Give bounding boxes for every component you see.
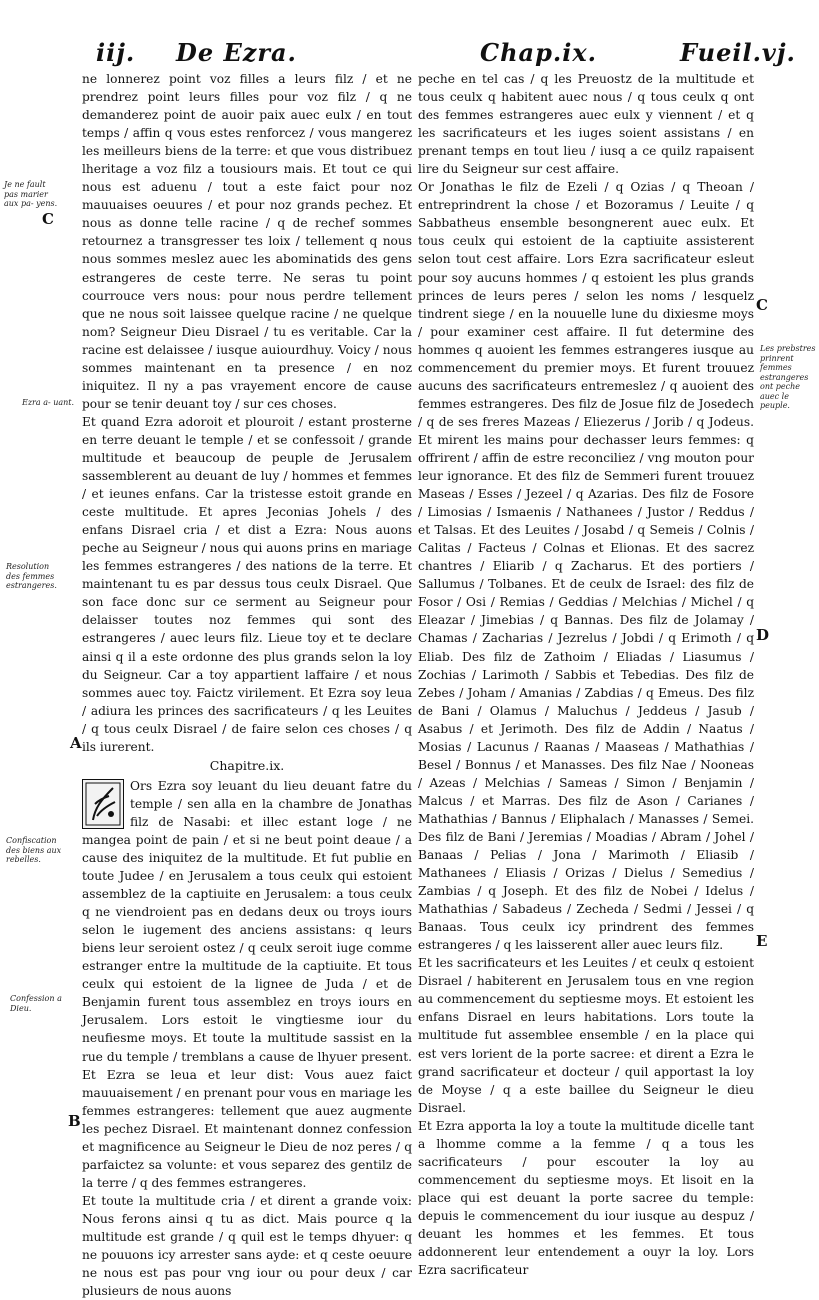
page-mark: iij.: [96, 38, 136, 67]
margin-note: Confiscation des biens aux rebelles.: [6, 836, 62, 864]
margin-note: Je ne fault pas marier aux pa- yens.: [4, 180, 58, 208]
section-letter: B: [68, 1112, 81, 1130]
margin-note: Resolution des femmes estrangeres.: [6, 562, 57, 590]
paragraph: Et quand Ezra adoroit et plouroit / estant prosterne en terre deuant le temple / et se confessoit / grande multitude et beaucoup de peuple de Jerusalem sassemblerent au deuant de luy / hommes et femmes / et ieunes enfans. Car la tristesse estoit grande en ceste multitude. Et apres Jeconias Johels / des enfans Disrael cria / et dist a Ezra: Nous auons peche au Seigneur / nous qui auons prins en mariage les femmes estrangeres / des nations de la terre. Et maintenant tu es par dessus tous ceulx Disrael. Que son face donc sur ce serment au Seigneur pour delaisser toutes noz femmes qui sont des estrangeres / auec leurs filz. Lieue toy et te declare ainsi q il a este ordonne des plus grands selon la loy du Seigneur. Car a toy appartient laffaire / et nous sommes auec toy. Faictz virilement. Et Ezra soy leua / adiura les princes des sacrificateurs / q les Leuites / q tous ceulx Disrael / de faire selon ces choses / q ils iurerent.: [82, 414, 412, 754]
section-letter: C: [756, 296, 768, 314]
paragraph: Et les sacrificateurs et les Leuites / et ceulx q estoient Disrael / habiterent en Jerusalem tous en vne region au commencement du septiesme moys. Et estoient les enfans Disrael en leurs habitations. Lors toute la multitude fut assemblee ensemble / en la place qui est vers lorient de la porte sacree: et dirent a Ezra le grand sacrificateur et docteur / quil apportast la loy de Moyse / q a este baillee du Seigneur le dieu Disrael.: [418, 956, 754, 1115]
folio-number: Fueil.vj.: [680, 38, 796, 67]
running-title: De Ezra.: [176, 38, 297, 67]
section-letter: E: [756, 932, 768, 950]
paragraph: Et toute la multitude cria / et dirent a grande voix: Nous ferons ainsi q tu as dict. Mais pource q la multitude est grande / q quil est le temps dhyuer: q ne pouuons icy arrester sans ayde: et q ceste oeuure ne nous est pas pour vng iour ou pour deux / car plusieurs de nous auons: [82, 1193, 412, 1299]
margin-note: Ezra a- uant.: [22, 398, 75, 407]
right-text-column: [418, 70, 754, 1279]
chapter-heading: Chap.ix.: [480, 38, 598, 67]
paragraph: ne lonnerez point voz filles a leurs filz / et ne prendrez point leurs filles pour voz filz / q ne demanderez point de auoir paix auec eulx / en tout temps / affin q vous estes renforcez / vous mangerez les meilleurs biens de la terre: et que vous distribuez lheritage a voz filz a tousiours mais. Et tout ce qui nous est aduenu / tout a este faict pour noz mauuaises oeuures / et pour noz grands pechez. Et nous as donne telle racine / q de rechef sommes retournez a transgresser tes loix / tellement q nous nous sommes meslez auec les abominatids des gens estrangeres de ceste terre. Ne seras tu point courrouce vers nous: pour nous perdre tellement que ne nous soit laissee quelque racine / ne quelque nom? Seigneur Dieu Disrael / tu es veritable. Car la racine est delaissee / iusque auiourdhuy. Voicy / nous sommes maintenant en ta presence / en noz iniquitez. Il ny a pas vrayement encore de cause pour se tenir deuant toy / sur ces choses.: [82, 72, 412, 411]
margin-note: Les prebstres prinrent femmes estrangeres ont peche auec le peuple.: [760, 344, 816, 410]
paragraph: Ors Ezra soy leuant du lieu deuant fatre du temple / sen alla en la chambre de Jonathas filz de Nasabi: et illec estant loge / ne mangea point de pain / et si ne beut point deaue / a cause des iniquitez de la multitude. Et fut publie en toute Judee / en Jerusalem a tous ceulx qui estoient assemblez de la captiuite en Jerusalem: a tous ceulx q ne viendroient pas en dedans deux ou troys iours selon le iugement des anciens assistans: q leurs biens leur seroient ostez / q ceulx seroit iuge comme estranger entre la multitude de la captiuite. Et tous ceulx qui estoient de la lignee de Juda / et de Benjamin furent tous assemblez en troys iours en Jerusalem. Lors estoit le vingtiesme iour du neufiesme moys. Et toute la multitude sassist en la rue du temple / tremblans a cause de lhyuer present. Et Ezra se leua et leur dist: Vous auez faict mauuaisement / en prenant pour vous en mariage les femmes estrangeres: tellement que auez augmente les pechez Disrael. Et maintenant donnez confession et magnificence au Seigneur le Dieu de noz peres / q parfaictez sa volunte: et vous separez des gentilz de la terre / q des femmes estrangeres.: [82, 778, 412, 1190]
margin-note: Confession a Dieu.: [10, 994, 62, 1013]
section-letter: D: [756, 626, 770, 644]
chapter-title: Chapitre.ix.: [209, 757, 285, 773]
paragraph: Or Jonathas le filz de Ezeli / q Ozias / q Theoan / entreprindrent la chose / et Bozoramus / Leuite / q Sabbatheus ensemble besongnerent auec eulx. Et tous ceulx qui estoient de la captiuite assisterent selon tout cest affaire. Lors Ezra sacrificateur esleut pour soy aucuns hommes / q estoient les plus grands princes de leurs peres / selon les noms / lesquelz tindrent siege / en la nouuelle lune du dixiesme moys / pour examiner cest affaire. Il fut determine des hommes q auoient les femmes estrangeres iusque au commencement du premier moys. Et furent trouuez aucuns des sacrificateurs entremeslez / q auoient des femmes estrangeres. Des filz de Josue filz de Josedech / q de ses freres Mazeas / Eliezerus / Jorib / q Jodeus. Et mirent les mains pour dechasser leurs femmes: q offrirent / affin de estre reconciliez / vng mouton pour leur ignorance. Et des filz de Semmeri furent trouuez Maseas / Esses / Jezeel / q Azarias. Des filz de Fosore / Limosias / Ismaenis / Nathanees / Justor / Reddus / et Talsas. Et des Leuites / Josabd / q Semeis / Colnis / Calitas / Facteus / Colnas et Elionas. Et des sacrez chantres / Eliarib / q Zacharus. Et des portiers / Sallumus / Tolbanes. Et de ceulx de Israel: des filz de Fosor / Osi / Remias / Geddias / Melchias / Michel / q Eleazar / Jimebias / q Bannas. Des filz de Jolamay / Chamas / Zacharias / Jezrelus / Jobdi / q Erimoth / q Eliab. Des filz de Zathoim / Eliadas / Liasumus / Zochias / Larimoth / Sabbis et Tebedias. Des filz de Zebes / Joham / Amanias / Zabdias / q Emeus. Des filz de Bani / Olamus / Maluchus / Jeddeus / Jasub / Asabus / et Jerimoth. Des filz de Addin / Naatus / Mosias / Lacunus / Raanas / Maaseas / Mathathias / Besel / Bonnus / et Manasses. Des filz Nae / Nooneas / Azeas / Melchias / Sameas / Simon / Benjamin / Malcus / et Marras. Des filz de Ason / Carianes / Mathathias / Bannus / Eliphalach / Manasses / Semei. Des filz de Bani / Jeremias / Moadias / Abram / Johel / Banaas / Pelias / Jona / Marimoth / Eliasib / Mathanees / Eliasis / Orizas / Dielus / Semedius / Zambias / q Joseph. Et des filz de Nobei / Idelus / Mathathias / Sabadeus / Zecheda / Sedmi / Jessei / q Banaas. Tous ceulx icy prindrent des femmes estrangeres / q les laisserent aller auec leurs filz.: [418, 180, 754, 953]
section-letter: A: [70, 734, 82, 752]
left-text-column: [82, 70, 412, 1300]
paragraph: Et Ezra apporta la loy a toute la multitude dicelle tant a lhomme comme a la femme / q a tous les sacrificateurs / pour escouter la loy au commencement du septiesme moys. Et lisoit en la place qui est deuant la porte sacree du temple: depuis le commencement du iour iusque au despuz / deuant les hommes et les femmes. Et tous addonnerent leur entendement a ouyr la loy. Lors Ezra sacrificateur: [418, 1118, 754, 1278]
section-letter: C: [42, 210, 54, 228]
paragraph: peche en tel cas / q les Preuostz de la multitude et tous ceulx q habitent auec nous / q tous ceulx q ont des femmes estrangeres auec eulx y viennent / et q les sacrificateurs et les iuges soient assistans / en prenant temps en tout lieu / iusq a ce quilz rapaisent lire du Seigneur sur cest affaire.: [418, 72, 754, 177]
decorated-initial-icon: [82, 779, 124, 829]
